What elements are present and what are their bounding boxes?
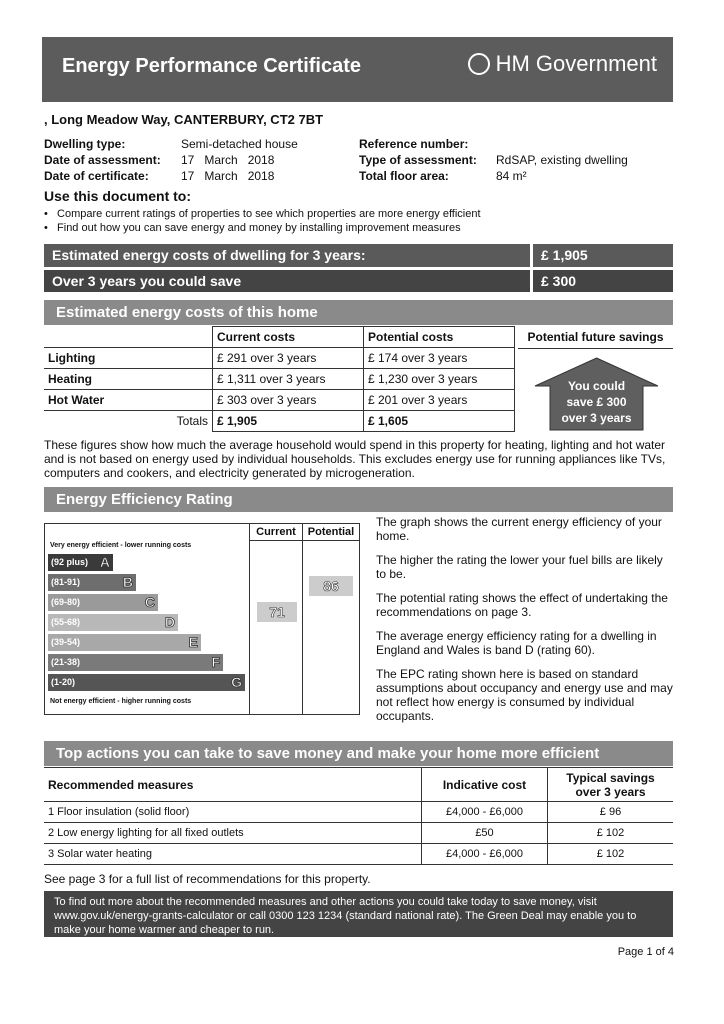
rating-bottom-label: Not energy efficient - higher running costs bbox=[50, 698, 192, 705]
band-letter: F bbox=[211, 654, 220, 670]
current-column-header: Current bbox=[256, 526, 296, 538]
current-rating-arrow: 71 bbox=[257, 602, 297, 622]
logo-text: HM Government bbox=[495, 51, 657, 76]
band-a bbox=[48, 554, 113, 571]
totals-row: Totals £ 1,905 £ 1,605 bbox=[44, 411, 515, 432]
could-save-value: £ 300 bbox=[533, 270, 673, 292]
hm-government-logo bbox=[468, 51, 657, 77]
costs-note: These figures show how much the average household would spend in this property for heating, lighting and hot water and is not based on energy used by individual households. This excludes energy use for running appliances like TVs, computers and cookers, and electricity generated by microgeneration. bbox=[44, 438, 666, 480]
band-range: (21-38) bbox=[51, 657, 81, 667]
rating-section-title: Energy Efficiency Rating bbox=[44, 487, 673, 512]
date-certificate-value: 17 March 2018 bbox=[181, 169, 275, 183]
col-current-costs: Current costs bbox=[213, 327, 364, 348]
potential-rating-arrow: 86 bbox=[309, 576, 353, 596]
rating-chart bbox=[44, 523, 360, 715]
property-address: , Long Meadow Way, CANTERBURY, CT2 7BT bbox=[44, 112, 324, 127]
use-document-heading: Use this document to: bbox=[44, 188, 192, 204]
dwelling-type-label: Dwelling type: bbox=[44, 137, 126, 151]
costs-section-title: Estimated energy costs of this home bbox=[44, 300, 673, 325]
savings-house: You could save £ 300 over 3 years bbox=[533, 356, 660, 437]
band-c bbox=[48, 594, 158, 611]
estimated-cost-value: £ 1,905 bbox=[533, 244, 673, 267]
col-typical-savings: Typical savings over 3 years bbox=[548, 768, 674, 802]
header-banner bbox=[42, 37, 673, 102]
table-row: 3 Solar water heating £4,000 - £6,000 £ 102 bbox=[44, 844, 673, 865]
band-letter: B bbox=[122, 574, 133, 590]
floor-area-value: 84 m² bbox=[496, 169, 527, 183]
floor-area-label: Total floor area: bbox=[359, 169, 449, 183]
table-row: 1 Floor insulation (solid floor) £4,000 - £6,000 £ 96 bbox=[44, 802, 673, 823]
table-row: Lighting £ 291 over 3 years £ 174 over 3 years bbox=[44, 348, 515, 369]
band-range: (39-54) bbox=[51, 637, 81, 647]
band-b bbox=[48, 574, 136, 591]
dwelling-type-value: Semi-detached house bbox=[181, 137, 298, 151]
date-assessment-value: 17 March 2018 bbox=[181, 153, 275, 167]
assessment-type-label: Type of assessment: bbox=[359, 153, 477, 167]
actions-section-title: Top actions you can take to save money and make your home more efficient bbox=[44, 741, 673, 766]
band-letter: G bbox=[231, 674, 242, 690]
band-range: (92 plus) bbox=[51, 557, 89, 567]
could-save-bar: Over 3 years you could save bbox=[44, 270, 530, 292]
col-measures: Recommended measures bbox=[44, 768, 422, 802]
band-f bbox=[48, 654, 223, 671]
rating-para: The EPC rating shown here is based on standard assumptions about occupancy and energy use and may not reflect how energy is consumed by individual occupants. bbox=[376, 667, 673, 723]
rating-top-label: Very energy efficient - lower running costs bbox=[50, 542, 192, 549]
col-future-savings: Potential future savings bbox=[518, 326, 673, 349]
estimated-cost-bar: Estimated energy costs of dwelling for 3 years: bbox=[44, 244, 530, 267]
rating-para: The graph shows the current energy efficiency of your home. bbox=[376, 515, 662, 543]
table-row: Hot Water £ 303 over 3 years £ 201 over 3 years bbox=[44, 390, 515, 411]
list-item: • Find out how you can save energy and money by installing improvement measures bbox=[44, 222, 461, 234]
col-indicative-cost: Indicative cost bbox=[422, 768, 548, 802]
band-range: (55-68) bbox=[51, 617, 81, 627]
band-range: (1-20) bbox=[51, 677, 76, 687]
band-d bbox=[48, 614, 178, 631]
rating-explanation bbox=[376, 515, 673, 723]
rating-para: The higher the rating the lower your fuel bills are likely to be. bbox=[376, 553, 663, 581]
band-g bbox=[48, 674, 245, 691]
band-letter: E bbox=[188, 634, 198, 650]
document-title: Energy Performance Certificate bbox=[62, 55, 362, 77]
info-box: To find out more about the recommended measures and other actions you could take today to save money, visit www.gov.uk/energy-grants-calculator or call 0300 123 1234 (standard national rate). The Green Deal may enable you to make your home warmer and cheaper to run. bbox=[44, 891, 673, 937]
rating-para: The potential rating shows the effect of undertaking the recommendations on page 3. bbox=[376, 591, 668, 619]
col-potential-costs: Potential costs bbox=[364, 327, 515, 348]
table-row: Heating £ 1,311 over 3 years £ 1,230 over 3 years bbox=[44, 369, 515, 390]
band-letter: C bbox=[144, 594, 155, 610]
list-item: • Compare current ratings of properties to see which properties are more energy efficient bbox=[44, 208, 481, 220]
band-letter: D bbox=[164, 614, 175, 630]
date-certificate-label: Date of certificate: bbox=[44, 169, 149, 183]
potential-column-header: Potential bbox=[307, 526, 355, 538]
rating-para: The average energy efficiency rating for a dwelling in England and Wales is band D (rating 60). bbox=[376, 629, 657, 657]
crest-icon bbox=[468, 53, 490, 75]
page-number: Page 1 of 4 bbox=[617, 946, 674, 958]
date-assessment-label: Date of assessment: bbox=[44, 153, 161, 167]
band-e bbox=[48, 634, 201, 651]
band-range: (69-80) bbox=[51, 597, 81, 607]
assessment-type-value: RdSAP, existing dwelling bbox=[496, 153, 628, 167]
band-letter: A bbox=[99, 554, 110, 570]
table-row: 2 Low energy lighting for all fixed outlets £50 £ 102 bbox=[44, 823, 673, 844]
reference-label: Reference number: bbox=[359, 137, 469, 151]
band-range: (81-91) bbox=[51, 577, 81, 587]
recommendations-table bbox=[44, 767, 673, 865]
costs-table bbox=[44, 326, 515, 432]
see-page-note: See page 3 for a full list of recommendations for this property. bbox=[44, 872, 371, 886]
